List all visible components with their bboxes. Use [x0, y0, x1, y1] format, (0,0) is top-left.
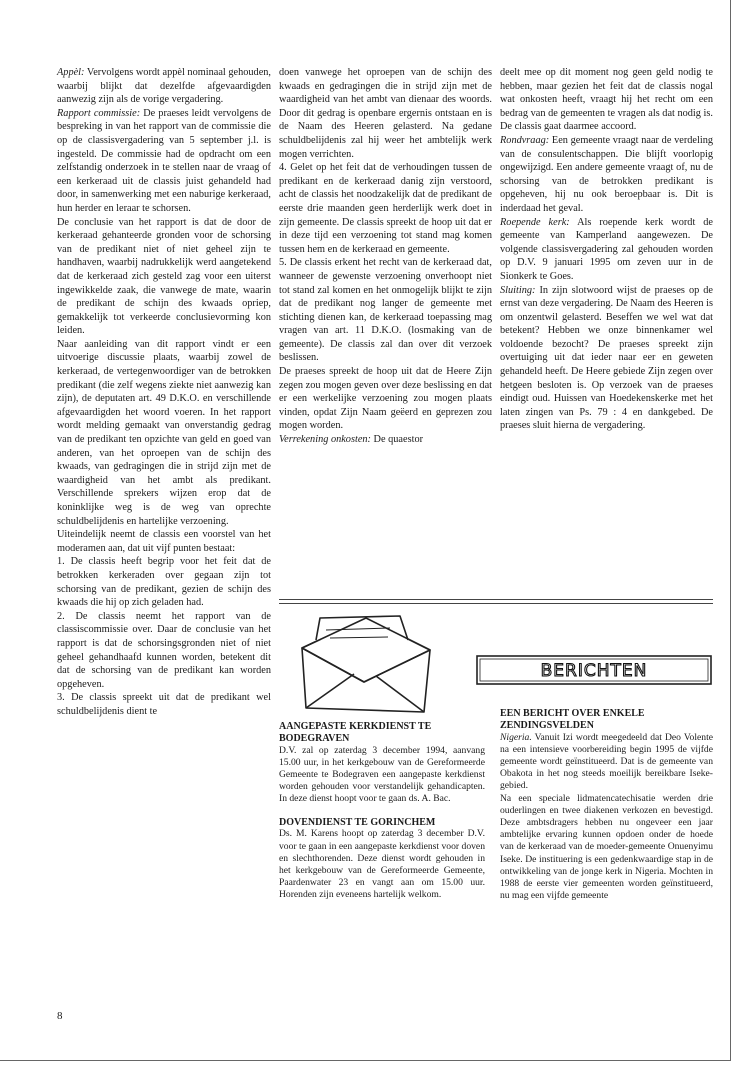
col2-paragraph: De praeses spreekt de hoop uit dat de Heere Zijn zegen zou mogen geven over deze beslissing en dat er een werkelijke verzoening zou mogen plaats vinden, opdat Zijn Naam geëerd en geprezen zou mogen worden. — [279, 366, 492, 432]
col2-paragraph: 4. Gelet op het feit dat de verhoudingen tussen de predikant en de kerkeraad danig zijn verstoord, acht de classis het noodzakelijk dat de predikant de eerste drie maanden geen herderlijk werk doet in zijn gemeente. De classis spreekt de hoop uit dat er in deze tijd een verzoening tot stand mag komen tussen hem en de kerkeraad en gemeente. — [279, 162, 492, 255]
column-1 — [57, 66, 271, 719]
news-title: AANGEPASTE KERKDIENST TE BODEGRAVEN — [279, 721, 432, 744]
news-paragraph: Nigeria. Vanuit Izi wordt meegedeeld dat Deo Volente na een intensieve voorbereiding begin 1995 de vijfde gemeente wordt geïnstitueerd. Dat is de gemeente van Obakota in het nog steeds moeilijk bereikbare Iseke-gebied. — [500, 731, 713, 792]
col3-paragraph: Rondvraag: Een gemeente vraagt naar de verdeling van de consulentschappen. Die blijft voorlopig ongewijzigd. Een andere gemeente vraagt of, nu de schorsing van de betrokken predikant is opgeheven, hij nu ook beroepbaar is. Dit is inderdaad het geval. — [500, 134, 713, 214]
col1-paragraph: Naar aanleiding van dit rapport vindt er een uitvoerige discussie plaats, waarbij zowel de kerkeraad, de vertegenwoordiger van de betrokken predikant (die zelf wegens ziekte niet aanwezig kan zijn), de deputaten art. 49 D.K.O. en verschillende afgevaardigden het woord voeren. In het rapport wordt melding gemaakt van onverstandig gedrag van de predikant ten opzichte van geld en goed van anderen, van het oproepen van de schijn des kwaads, van gedragingen die in strijd zijn met de waardigheid van het ambt als predikant. Verschillende sprekers wijzen erop dat de koninklijke weg is de weg van oprechte schuldbelijdenis en hartelijke verzoening. — [57, 338, 271, 527]
col1-paragraph: De conclusie van het rapport is dat de door de kerkeraad gehanteerde gronden voor de schorsing van de predikant niet of niet geheel zijn te handhaven, waarbij nadrukkelijk werd aangetekend dat de kerkeraad zich gesteld zag voor een uiterst ingewikkelde zaak, die vanwege de mate, waarin de predikant de schijn des kwaads opriep, gemakkelijk tot verkeerde conclusievorming kon leiden. — [57, 216, 271, 337]
col1-paragraph: 2. De classis neemt het rapport van de classiscommissie over. Daar de conclusie van het rapport is dat de schorsingsgronden niet of niet geheel gehandhaafd kunnen worden, betekent dit dat de schorsing van de predikant kan worden opgeheven. — [57, 610, 271, 690]
news-column-left — [279, 721, 485, 902]
news-paragraph: Ds. M. Karens hoopt op zaterdag 3 december D.V. voor te gaan in een aangepaste kerkdienst voor doven en slechthorenden. Deze dienst wordt gehouden in het kerkgebouw van de Gereformeerde Gemeente, Paardenwater 23 en vangt aan om 15.00 uur. Horenden zijn eveneens hartelijk welkom. — [279, 828, 485, 901]
page-border-right — [730, 0, 731, 1060]
column-2 — [279, 66, 492, 447]
col1-paragraph: Appèl: Vervolgens wordt appèl nominaal gehouden, waarbij blijkt dat dezelfde afgevaardigden aanwezig zijn als de vorige vergadering. — [57, 67, 271, 106]
news-title-zendingsvelden: EEN BERICHT OVER ENKELE ZENDINGSVELDEN — [500, 708, 645, 731]
col1-paragraph: Uiteindelijk neemt de classis een voorstel van het moderamen aan, dat uit vijf punten bestaat: — [57, 529, 271, 554]
news-column-right — [500, 708, 713, 902]
paragraph-lead: Sluiting: — [500, 284, 536, 296]
paragraph-lead: Rondvraag: — [500, 134, 550, 146]
news-title: DOVENDIENST TE GORINCHEM — [279, 816, 436, 828]
col1-paragraph: 1. De classis heeft begrip voor het feit dat de betrokken kerkeraden over gegaan zijn tot schorsing van de predikant, gezien de schijn des kwaads die hij op zich geladen had. — [57, 556, 271, 609]
news-lead: Nigeria. — [500, 731, 532, 743]
col3-paragraph: Sluiting: In zijn slotwoord wijst de praeses op de ernst van deze vergadering. De Naam des Heeren is om onzentwil gelasterd. Beseffen we wel wat dat betekent? Hebben we onze binnenkamer wel voldoende bezocht? De praeses spreekt zijn overtuiging uit dat ieder naar eer en geweten gehandeld heeft. De Heere gebiede Zijn zegen over hetgeen besloten is. Op verzoek van de praeses eindigt oud. Huissen van Hoedekenskerke met het laten zingen van Ps. 79 : 4 en dankgebed. De praeses sluit hierna de vergadering. — [500, 284, 713, 432]
col2-paragraph: Verrekening onkosten: De quaestor — [279, 434, 424, 446]
news-paragraph: Na een speciale lidmatencatechisatie werden drie ouderlingen en twee diakenen verkozen en bevestigd. Deze ambtsdragers hebben nu ongeveer een jaar ambtelijke ervaring kunnen opdoen onder de hoede van de kerkeraad van de moeder-gemeente Onuenyimu Iseke. De instituering is een gedenkwaardige stap in de ontwikkeling van de jonge kerk in Nigeria. Mochten in 1988 de eerste vier gemeenten worden geïnstitueerd, nu mag een vijfde gemeente — [500, 792, 713, 902]
section-divider-bottom — [279, 603, 713, 604]
col1-paragraph: 3. De classis spreekt uit dat de predikant wel schuldbelijdenis dient te — [57, 692, 271, 717]
section-divider-top — [279, 599, 713, 600]
col2-paragraph: doen vanwege het oproepen van de schijn des kwaads en gedragingen die in strijd zijn met de waardigheid van het ambt van dienaar des woords. Door dit gedrag is openbare ergernis ontstaan en is de Naam des Heeren gelasterd. Na gedane schuldbelijdenis zal hij weer het ambtelijk werk mogen verrichten. — [279, 67, 492, 160]
paragraph-lead: Rapport commissie: — [57, 107, 141, 119]
col1-paragraph: Rapport commissie: De praeses leidt vervolgens de bespreking in van het rapport van de commissie die op de classisvergadering van 5 september j.l. is ingesteld. De commissie had de opdracht om een zelfstandig onderzoek in te stellen naar de vraag of een kerkeraad uit de classis juist gehandeld had door, in samenwerking met een naburige kerkeraad, hun herder en leraar te schorsen. — [57, 107, 271, 214]
col2-paragraph: 5. De classis erkent het recht van de kerkeraad dat, wanneer de gewenste verzoening onverhoopt niet tot stand zal komen en het onmogelijk blijkt te zijn dat de predikant nog langer de gemeente met stichting dienen kan, de kerkeraad toepassing mag vragen van art. 11 D.K.O. (losmaking van de gemeente). De classis zal dan over dit verzoek beslissen. — [279, 257, 492, 364]
column-3 — [500, 66, 713, 433]
page-border-bottom — [0, 1060, 731, 1061]
paragraph-lead: Appèl: — [57, 67, 85, 78]
col3-paragraph: Roepende kerk: Als roepende kerk wordt de gemeente van Kamperland aangewezen. De volgende classisvergadering zal gehouden worden op D.V. 9 januari 1995 om zeven uur in de Sionkerk te Goes. — [500, 216, 713, 282]
news-paragraph: D.V. zal op zaterdag 3 december 1994, aanvang 15.00 uur, in het kerkgebouw van de Gereformeerde Gemeente te Bodegraven een aangepaste kerkdienst worden gehouden voor verstandelijk gehandicapten. In deze dienst hoopt voor te gaan ds. A. Bac. — [279, 744, 485, 805]
col3-paragraph: deelt mee op dit moment nog geen geld nodig te hebben, maar gezien het feit dat de classis nogal wat onkosten heeft, vraagt hij het recht om een bedrag van de gemeenten te vragen als dat nodig is. De classis gaat daarmee accoord. — [500, 67, 713, 133]
paragraph-lead: Roepende kerk: — [500, 216, 570, 228]
envelope-icon — [296, 610, 436, 720]
section-banner-title: BERICHTEN — [540, 661, 648, 681]
paragraph-lead: Verrekening onkosten: — [279, 434, 371, 446]
page-number: 8 — [57, 1010, 63, 1022]
